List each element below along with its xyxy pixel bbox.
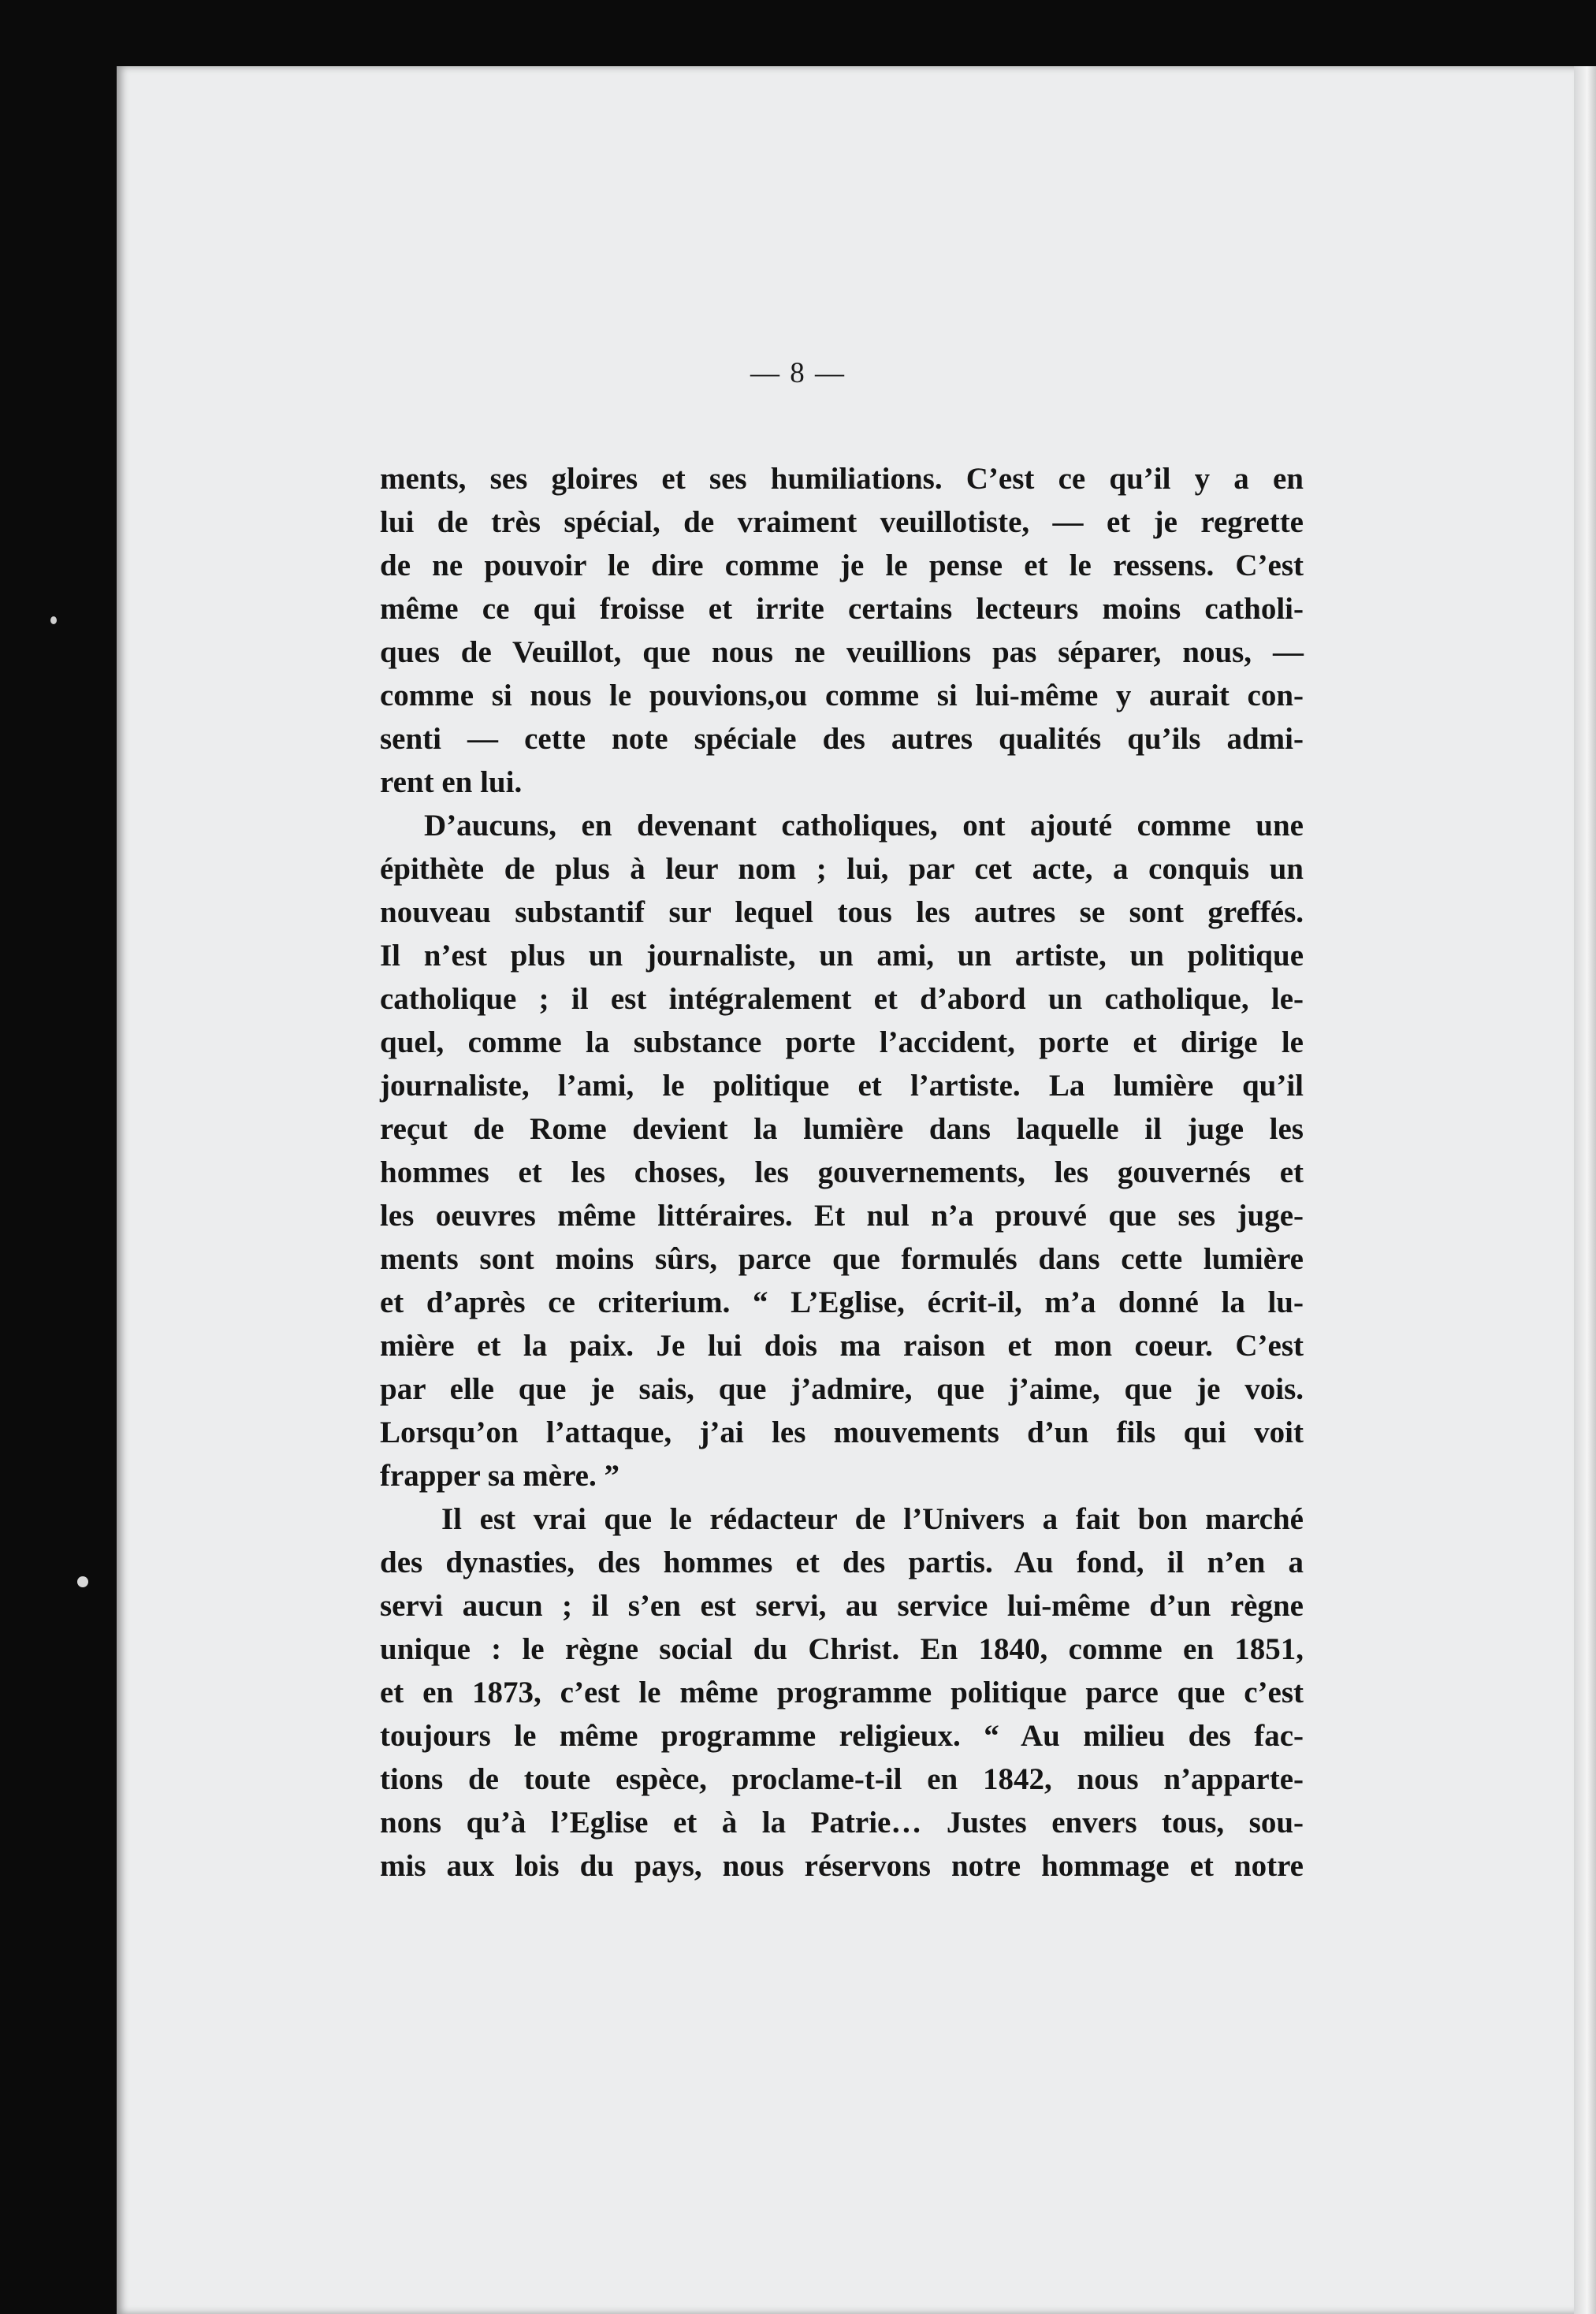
text-line: et d’après ce criterium. “ L’Eglise, écrit-il, m’a donné la lu- xyxy=(380,1285,1304,1319)
text-line: journaliste, l’ami, le politique et l’artiste. La lumière qu’il xyxy=(380,1069,1304,1103)
text-line: et en 1873, c’est le même programme politique parce que c’est xyxy=(380,1676,1304,1709)
text-line: les oeuvres même littéraires. Et nul n’a prouvé que ses juge- xyxy=(380,1199,1304,1233)
text-line: Il n’est plus un journaliste, un ami, un artiste, un politique xyxy=(380,939,1304,973)
text-line: mière et la paix. Je lui dois ma raison et mon coeur. C’est xyxy=(380,1329,1304,1363)
text-line: épithète de plus à leur nom ; lui, par cet acte, a conquis un xyxy=(380,852,1304,886)
text-line: toujours le même programme religieux. “ Au milieu des fac- xyxy=(380,1719,1304,1753)
text-line: nons qu’à l’Eglise et à la Patrie… Justes envers tous, sou- xyxy=(380,1806,1304,1840)
text-line: senti — cette note spéciale des autres qualités qu’ils admi- xyxy=(380,722,1304,756)
paragraph-2 xyxy=(380,804,1304,1497)
page-body xyxy=(380,457,1304,1888)
text-line: Lorsqu’on l’attaque, j’ai les mouvements d’un fils qui voit xyxy=(380,1416,1304,1449)
text-line: ments sont moins sûrs, parce que formulés dans cette lumière xyxy=(380,1242,1304,1276)
text-line: D’aucuns, en devenant catholiques, ont ajouté comme une xyxy=(424,809,1304,843)
text-line: unique : le règne social du Christ. En 1840, comme en 1851, xyxy=(380,1632,1304,1666)
text-line: même ce qui froisse et irrite certains lecteurs moins catholi- xyxy=(380,592,1304,626)
paragraph-3 xyxy=(380,1497,1304,1888)
text-line: nouveau substantif sur lequel tous les autres se sont greffés. xyxy=(380,895,1304,929)
text-line: servi aucun ; il s’en est servi, au service lui-même d’un règne xyxy=(380,1589,1304,1623)
page-edge xyxy=(1574,66,1596,2314)
text-line: des dynasties, des hommes et des partis. Au fond, il n’en a xyxy=(380,1546,1304,1579)
text-line: ments, ses gloires et ses humiliations. C’est ce qu’il y a en xyxy=(380,462,1304,496)
text-line: frapper sa mère. ” xyxy=(380,1459,619,1493)
page-number: — 8 — xyxy=(750,357,846,389)
text-line: quel, comme la substance porte l’accident, porte et dirige le xyxy=(380,1025,1304,1059)
text-line: lui de très spécial, de vraiment veuillotiste, — et je regrette xyxy=(380,505,1304,539)
text-line: par elle que je sais, que j’admire, que j’aime, que je vois. xyxy=(380,1372,1304,1406)
text-line: tions de toute espèce, proclame-t-il en 1842, nous n’apparte- xyxy=(380,1762,1304,1796)
scan-speck xyxy=(77,1576,88,1587)
paragraph-1 xyxy=(380,457,1304,804)
text-line: ques de Veuillot, que nous ne veuillions pas séparer, nous, — xyxy=(380,635,1304,669)
text-line: de ne pouvoir le dire comme je le pense et le ressens. C’est xyxy=(380,549,1304,582)
text-line: comme si nous le pouvions,ou comme si lui-même y aurait con- xyxy=(380,679,1304,712)
scan-speck xyxy=(50,616,57,624)
text-line: mis aux lois du pays, nous réservons notre hommage et notre xyxy=(380,1849,1304,1883)
text-line: Il est vrai que le rédacteur de l’Univers a fait bon marché xyxy=(441,1502,1304,1536)
text-line: hommes et les choses, les gouvernements, les gouvernés et xyxy=(380,1155,1304,1189)
text-line: catholique ; il est intégralement et d’abord un catholique, le- xyxy=(380,982,1304,1016)
text-line: reçut de Rome devient la lumière dans laquelle il juge les xyxy=(380,1112,1304,1146)
text-line: rent en lui. xyxy=(380,765,523,799)
